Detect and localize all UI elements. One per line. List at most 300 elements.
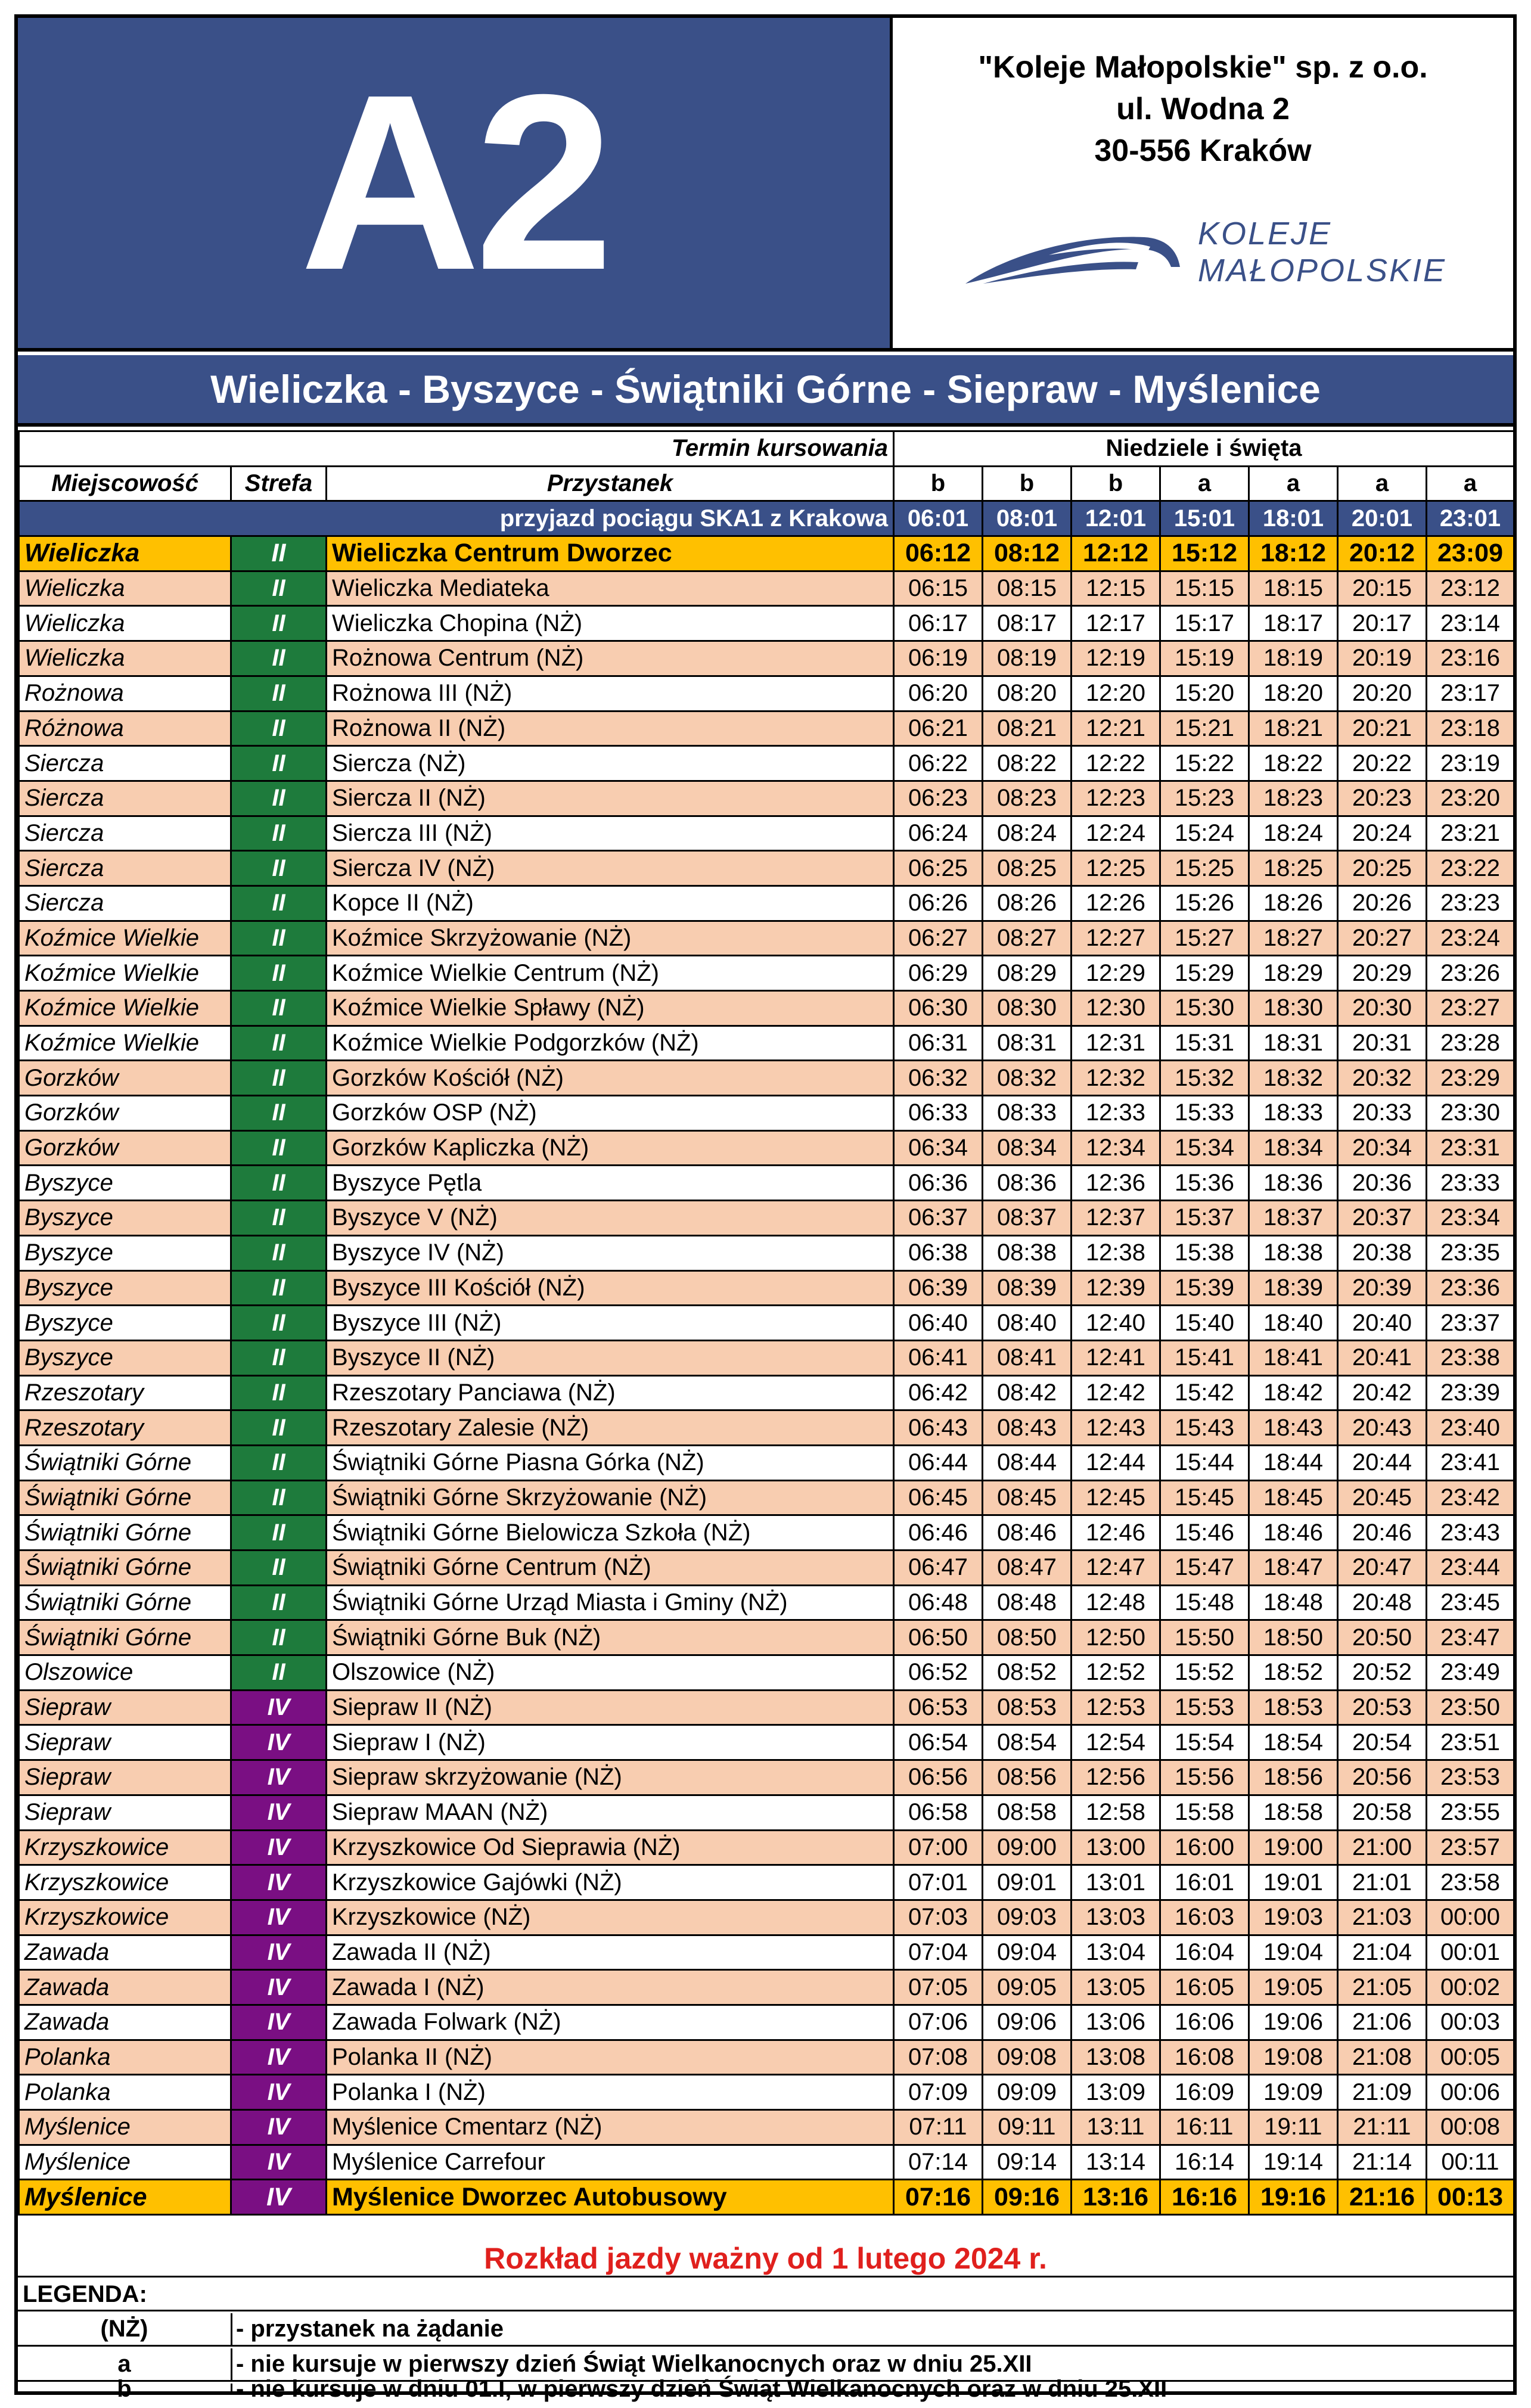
time-cell: 09:16 — [983, 2180, 1072, 2215]
town-cell: Rzeszotary — [19, 1375, 231, 1410]
zone-cell: II — [231, 1306, 327, 1341]
time-cell: 18:26 — [1249, 885, 1338, 921]
time-cell: 07:05 — [894, 1970, 983, 2005]
legend-item — [18, 2376, 1513, 2402]
time-cell: 19:03 — [1249, 1900, 1338, 1935]
zone-cell: II — [231, 851, 327, 886]
time-cell: 20:37 — [1338, 1201, 1427, 1236]
time-cell: 16:16 — [1160, 2180, 1249, 2215]
time-cell: 18:34 — [1249, 1130, 1338, 1166]
time-cell: 20:19 — [1338, 641, 1427, 676]
time-cell: 09:04 — [983, 1935, 1072, 1970]
zone-cell: IV — [231, 2075, 327, 2110]
time-cell: 19:09 — [1249, 2075, 1338, 2110]
time-cell: 08:53 — [983, 1690, 1072, 1725]
time-cell: 12:21 — [1072, 711, 1160, 746]
zone-cell: II — [231, 1235, 327, 1270]
time-cell: 15:48 — [1160, 1585, 1249, 1620]
time-cell: 23:21 — [1427, 816, 1514, 851]
time-cell: 08:37 — [983, 1201, 1072, 1236]
zone-cell: II — [231, 1655, 327, 1691]
table-row — [19, 1551, 1514, 1586]
time-cell: 08:48 — [983, 1585, 1072, 1620]
time-cell: 06:21 — [894, 711, 983, 746]
time-cell: 23:34 — [1427, 1201, 1514, 1236]
time-cell: 06:27 — [894, 921, 983, 956]
table-row — [19, 711, 1514, 746]
time-cell: 21:08 — [1338, 2040, 1427, 2075]
koleje-malopolskie-logo — [959, 213, 1446, 291]
time-cell: 08:15 — [983, 571, 1072, 606]
legend-item — [18, 2313, 1513, 2347]
stop-cell: Olszowice (NŻ) — [327, 1655, 894, 1691]
time-cell: 21:03 — [1338, 1900, 1427, 1935]
time-cell: 08:54 — [983, 1725, 1072, 1760]
time-cell: 20:25 — [1338, 851, 1427, 886]
time-cell: 18:24 — [1249, 816, 1338, 851]
time-cell: 20:17 — [1338, 606, 1427, 641]
time-cell: 15:52 — [1160, 1655, 1249, 1691]
time-cell: 15:24 — [1160, 816, 1249, 851]
stop-cell: Polanka I (NŻ) — [327, 2075, 894, 2110]
zone-cell: II — [231, 1340, 327, 1375]
stop-cell: Siercza IV (NŻ) — [327, 851, 894, 886]
time-cell: 23:50 — [1427, 1690, 1514, 1725]
time-cell: 08:32 — [983, 1061, 1072, 1096]
zone-cell: II — [231, 676, 327, 711]
stop-cell: Rzeszotary Zalesie (NŻ) — [327, 1410, 894, 1446]
town-cell: Byszyce — [19, 1340, 231, 1375]
time-cell: 19:11 — [1249, 2110, 1338, 2145]
time-cell: 18:52 — [1249, 1655, 1338, 1691]
stop-cell: Koźmice Skrzyżowanie (NŻ) — [327, 921, 894, 956]
table-row — [19, 1935, 1514, 1970]
time-cell: 15:19 — [1160, 641, 1249, 676]
table-row — [19, 781, 1514, 816]
stop-cell: Siercza (NŻ) — [327, 746, 894, 781]
time-cell: 13:14 — [1072, 2145, 1160, 2180]
time-cell: 08:12 — [983, 536, 1072, 571]
time-cell: 15:34 — [1160, 1130, 1249, 1166]
time-cell: 21:06 — [1338, 2005, 1427, 2040]
time-cell: 06:30 — [894, 991, 983, 1026]
town-cell: Świątniki Górne — [19, 1480, 231, 1515]
time-cell: 18:48 — [1249, 1585, 1338, 1620]
time-cell: 23:29 — [1427, 1061, 1514, 1096]
time-cell: 06:40 — [894, 1306, 983, 1341]
zone-cell: II — [231, 711, 327, 746]
time-cell: 08:36 — [983, 1166, 1072, 1201]
time-cell: 19:00 — [1249, 1830, 1338, 1865]
time-cell: 13:08 — [1072, 2040, 1160, 2075]
time-cell: 12:41 — [1072, 1340, 1160, 1375]
time-cell: 07:09 — [894, 2075, 983, 2110]
time-cell: 18:47 — [1249, 1551, 1338, 1586]
time-cell: 15:56 — [1160, 1760, 1249, 1795]
stop-cell: Gorzków Kościół (NŻ) — [327, 1061, 894, 1096]
zone-cell: II — [231, 1201, 327, 1236]
day-type: Niedziele i święta — [894, 431, 1514, 467]
time-cell: 16:11 — [1160, 2110, 1249, 2145]
stop-cell: Świątniki Górne Urząd Miasta i Gminy (NŻ) — [327, 1585, 894, 1620]
time-cell: 15:42 — [1160, 1375, 1249, 1410]
town-cell: Krzyszkowice — [19, 1900, 231, 1935]
time-cell: 15:15 — [1160, 571, 1249, 606]
time-cell: 20:58 — [1338, 1795, 1427, 1830]
time-cell: 09:11 — [983, 2110, 1072, 2145]
town-cell: Byszyce — [19, 1270, 231, 1306]
time-cell: 00:08 — [1427, 2110, 1514, 2145]
zone-cell: II — [231, 1515, 327, 1551]
table-row — [19, 1585, 1514, 1620]
town-cell: Koźmice Wielkie — [19, 991, 231, 1026]
town-cell: Wieliczka — [19, 606, 231, 641]
time-cell: 06:50 — [894, 1620, 983, 1655]
zone-cell: II — [231, 781, 327, 816]
time-cell: 06:19 — [894, 641, 983, 676]
time-cell: 15:53 — [1160, 1690, 1249, 1725]
table-row — [19, 956, 1514, 991]
time-cell: 08:17 — [983, 606, 1072, 641]
stop-cell: Koźmice Wielkie Podgorzków (NŻ) — [327, 1026, 894, 1061]
time-cell: 06:52 — [894, 1655, 983, 1691]
stop-cell: Wieliczka Centrum Dworzec — [327, 536, 894, 571]
town-cell: Myślenice — [19, 2180, 231, 2215]
zone-cell: II — [231, 746, 327, 781]
time-cell: 00:00 — [1427, 1900, 1514, 1935]
col-zone-header: Strefa — [231, 466, 327, 501]
stop-cell: Zawada Folwark (NŻ) — [327, 2005, 894, 2040]
time-cell: 08:38 — [983, 1235, 1072, 1270]
town-cell: Siepraw — [19, 1760, 231, 1795]
time-cell: 15:40 — [1160, 1306, 1249, 1341]
time-cell: 12:43 — [1072, 1410, 1160, 1446]
town-cell: Siercza — [19, 781, 231, 816]
time-cell: 20:46 — [1338, 1515, 1427, 1551]
stop-cell: Byszyce V (NŻ) — [327, 1201, 894, 1236]
time-cell: 20:12 — [1338, 536, 1427, 571]
time-cell: 08:41 — [983, 1340, 1072, 1375]
time-cell: 20:42 — [1338, 1375, 1427, 1410]
zone-cell: II — [231, 921, 327, 956]
time-cell: 20:40 — [1338, 1306, 1427, 1341]
time-cell: 18:22 — [1249, 746, 1338, 781]
company-street: ul. Wodna 2 — [1116, 92, 1290, 126]
time-cell: 23:43 — [1427, 1515, 1514, 1551]
time-cell: 08:27 — [983, 921, 1072, 956]
town-cell: Świątniki Górne — [19, 1445, 231, 1480]
town-cell: Byszyce — [19, 1201, 231, 1236]
time-cell: 15:39 — [1160, 1270, 1249, 1306]
time-cell: 18:44 — [1249, 1445, 1338, 1480]
table-row — [19, 1620, 1514, 1655]
time-cell: 15:26 — [1160, 885, 1249, 921]
town-cell: Koźmice Wielkie — [19, 1026, 231, 1061]
town-cell: Siercza — [19, 851, 231, 886]
town-cell: Byszyce — [19, 1166, 231, 1201]
time-cell: 19:16 — [1249, 2180, 1338, 2215]
time-cell: 19:05 — [1249, 1970, 1338, 2005]
time-cell: 06:12 — [894, 536, 983, 571]
time-cell: 15:20 — [1160, 676, 1249, 711]
table-row — [19, 1061, 1514, 1096]
time-cell: 08:45 — [983, 1480, 1072, 1515]
time-cell: 15:38 — [1160, 1235, 1249, 1270]
time-cell: 18:32 — [1249, 1061, 1338, 1096]
time-cell: 18:46 — [1249, 1515, 1338, 1551]
time-cell: 15:58 — [1160, 1795, 1249, 1830]
time-cell: 16:00 — [1160, 1830, 1249, 1865]
zone-cell: II — [231, 956, 327, 991]
time-cell: 15:17 — [1160, 606, 1249, 641]
table-row — [19, 2005, 1514, 2040]
time-cell: 20:45 — [1338, 1480, 1427, 1515]
time-cell: 08:39 — [983, 1270, 1072, 1306]
table-row — [19, 1445, 1514, 1480]
table-row — [19, 2180, 1514, 2215]
zone-cell: IV — [231, 2005, 327, 2040]
table-row — [19, 1515, 1514, 1551]
time-cell: 09:01 — [983, 1865, 1072, 1900]
course-code: a — [1249, 466, 1338, 501]
time-cell: 18:29 — [1249, 956, 1338, 991]
table-row — [19, 1026, 1514, 1061]
time-cell: 12:20 — [1072, 676, 1160, 711]
train-connection-row — [19, 501, 1514, 536]
table-row — [19, 1130, 1514, 1166]
time-cell: 20:54 — [1338, 1725, 1427, 1760]
zone-cell: II — [231, 1061, 327, 1096]
town-cell: Myślenice — [19, 2145, 231, 2180]
zone-cell: II — [231, 1551, 327, 1586]
time-cell: 12:45 — [1072, 1480, 1160, 1515]
time-cell: 23:45 — [1427, 1585, 1514, 1620]
time-cell: 09:08 — [983, 2040, 1072, 2075]
time-cell: 08:24 — [983, 816, 1072, 851]
time-cell: 07:08 — [894, 2040, 983, 2075]
stop-cell: Gorzków OSP (NŻ) — [327, 1096, 894, 1131]
time-cell: 18:39 — [1249, 1270, 1338, 1306]
zone-cell: II — [231, 536, 327, 571]
town-cell: Gorzków — [19, 1096, 231, 1131]
town-cell: Byszyce — [19, 1306, 231, 1341]
zone-cell: IV — [231, 1795, 327, 1830]
zone-cell: IV — [231, 2040, 327, 2075]
time-cell: 23:22 — [1427, 851, 1514, 886]
time-cell: 12:37 — [1072, 1201, 1160, 1236]
zone-cell: IV — [231, 2145, 327, 2180]
stop-cell: Byszyce II (NŻ) — [327, 1340, 894, 1375]
stop-cell: Rożnowa II (NŻ) — [327, 711, 894, 746]
time-cell: 06:31 — [894, 1026, 983, 1061]
header — [18, 18, 1513, 352]
time-cell: 20:48 — [1338, 1585, 1427, 1620]
table-row — [19, 1235, 1514, 1270]
time-cell: 21:04 — [1338, 1935, 1427, 1970]
time-cell: 12:39 — [1072, 1270, 1160, 1306]
time-cell: 20:24 — [1338, 816, 1427, 851]
time-cell: 19:01 — [1249, 1865, 1338, 1900]
stop-cell: Siepraw II (NŻ) — [327, 1690, 894, 1725]
table-row — [19, 921, 1514, 956]
time-cell: 12:24 — [1072, 816, 1160, 851]
time-cell: 15:36 — [1160, 1166, 1249, 1201]
time-cell: 08:19 — [983, 641, 1072, 676]
col-town-header: Miejscowość — [19, 466, 231, 501]
stop-cell: Koźmice Wielkie Centrum (NŻ) — [327, 956, 894, 991]
time-cell: 06:20 — [894, 676, 983, 711]
time-cell: 06:33 — [894, 1096, 983, 1131]
time-cell: 18:58 — [1249, 1795, 1338, 1830]
time-cell: 12:50 — [1072, 1620, 1160, 1655]
time-cell: 12:30 — [1072, 991, 1160, 1026]
legend-desc: - nie kursuje w dniu 01.I, w pierwszy dzień Świąt Wielkanocnych oraz w dniu 25.XII — [236, 2376, 1167, 2402]
stop-cell: Świątniki Górne Skrzyżowanie (NŻ) — [327, 1480, 894, 1515]
time-cell: 21:00 — [1338, 1830, 1427, 1865]
time-cell: 06:34 — [894, 1130, 983, 1166]
time-cell: 00:01 — [1427, 1935, 1514, 1970]
time-cell: 23:35 — [1427, 1235, 1514, 1270]
stop-cell: Myślenice Cmentarz (NŻ) — [327, 2110, 894, 2145]
time-cell: 18:15 — [1249, 571, 1338, 606]
time-cell: 23:44 — [1427, 1551, 1514, 1586]
time-cell: 23:20 — [1427, 781, 1514, 816]
connection-time: 20:01 — [1338, 501, 1427, 536]
table-row — [19, 1096, 1514, 1131]
time-cell: 23:18 — [1427, 711, 1514, 746]
time-cell: 23:37 — [1427, 1306, 1514, 1341]
town-cell: Siepraw — [19, 1795, 231, 1830]
table-row — [19, 851, 1514, 886]
stop-cell: Świątniki Górne Bielowicza Szkoła (NŻ) — [327, 1515, 894, 1551]
time-cell: 13:09 — [1072, 2075, 1160, 2110]
town-cell: Rożnowa — [19, 676, 231, 711]
connection-time: 23:01 — [1427, 501, 1514, 536]
time-cell: 23:40 — [1427, 1410, 1514, 1446]
time-cell: 13:03 — [1072, 1900, 1160, 1935]
time-cell: 08:25 — [983, 851, 1072, 886]
time-cell: 08:52 — [983, 1655, 1072, 1691]
stop-cell: Rożnowa III (NŻ) — [327, 676, 894, 711]
time-cell: 23:53 — [1427, 1760, 1514, 1795]
zone-cell: IV — [231, 1725, 327, 1760]
time-cell: 09:03 — [983, 1900, 1072, 1935]
course-code: a — [1427, 466, 1514, 501]
time-cell: 15:44 — [1160, 1445, 1249, 1480]
time-cell: 00:03 — [1427, 2005, 1514, 2040]
time-cell: 08:23 — [983, 781, 1072, 816]
stop-cell: Gorzków Kapliczka (NŻ) — [327, 1130, 894, 1166]
time-cell: 21:05 — [1338, 1970, 1427, 2005]
legend-key: (NŻ) — [18, 2313, 232, 2345]
time-cell: 18:31 — [1249, 1026, 1338, 1061]
town-cell: Siepraw — [19, 1690, 231, 1725]
time-cell: 16:14 — [1160, 2145, 1249, 2180]
time-cell: 20:47 — [1338, 1551, 1427, 1586]
table-row — [19, 991, 1514, 1026]
time-cell: 20:21 — [1338, 711, 1427, 746]
table-row — [19, 641, 1514, 676]
time-cell: 18:25 — [1249, 851, 1338, 886]
time-cell: 06:25 — [894, 851, 983, 886]
stop-cell: Krzyszkowice Od Sieprawia (NŻ) — [327, 1830, 894, 1865]
town-cell: Rzeszotary — [19, 1410, 231, 1446]
time-cell: 23:36 — [1427, 1270, 1514, 1306]
town-cell: Świątniki Górne — [19, 1620, 231, 1655]
table-row — [19, 1795, 1514, 1830]
time-cell: 23:12 — [1427, 571, 1514, 606]
time-cell: 12:25 — [1072, 851, 1160, 886]
time-cell: 12:58 — [1072, 1795, 1160, 1830]
zone-cell: II — [231, 991, 327, 1026]
connection-time: 12:01 — [1072, 501, 1160, 536]
time-cell: 08:20 — [983, 676, 1072, 711]
zone-cell: II — [231, 571, 327, 606]
town-cell: Koźmice Wielkie — [19, 956, 231, 991]
town-cell: Koźmice Wielkie — [19, 921, 231, 956]
time-cell: 06:17 — [894, 606, 983, 641]
time-cell: 09:14 — [983, 2145, 1072, 2180]
town-cell: Zawada — [19, 2005, 231, 2040]
time-cell: 15:31 — [1160, 1026, 1249, 1061]
legend-key: b — [18, 2384, 232, 2395]
time-cell: 20:26 — [1338, 885, 1427, 921]
time-cell: 07:14 — [894, 2145, 983, 2180]
town-cell: Siepraw — [19, 1725, 231, 1760]
time-cell: 20:36 — [1338, 1166, 1427, 1201]
time-cell: 12:40 — [1072, 1306, 1160, 1341]
time-cell: 20:22 — [1338, 746, 1427, 781]
time-cell: 06:38 — [894, 1235, 983, 1270]
zone-cell: IV — [231, 1935, 327, 1970]
zone-cell: IV — [231, 1970, 327, 2005]
time-cell: 06:53 — [894, 1690, 983, 1725]
time-cell: 18:38 — [1249, 1235, 1338, 1270]
time-cell: 23:47 — [1427, 1620, 1514, 1655]
time-cell: 06:15 — [894, 571, 983, 606]
time-cell: 15:33 — [1160, 1096, 1249, 1131]
time-cell: 00:02 — [1427, 1970, 1514, 2005]
time-cell: 20:38 — [1338, 1235, 1427, 1270]
time-cell: 06:54 — [894, 1725, 983, 1760]
table-row — [19, 1655, 1514, 1691]
time-cell: 12:54 — [1072, 1725, 1160, 1760]
time-cell: 08:47 — [983, 1551, 1072, 1586]
time-cell: 15:27 — [1160, 921, 1249, 956]
time-cell: 06:22 — [894, 746, 983, 781]
town-cell: Różnowa — [19, 711, 231, 746]
town-cell: Myślenice — [19, 2110, 231, 2145]
table-row — [19, 1900, 1514, 1935]
stop-cell: Koźmice Wielkie Spławy (NŻ) — [327, 991, 894, 1026]
time-cell: 16:01 — [1160, 1865, 1249, 1900]
time-cell: 21:16 — [1338, 2180, 1427, 2215]
legend-title: LEGENDA: — [18, 2279, 1513, 2311]
time-cell: 20:29 — [1338, 956, 1427, 991]
time-cell: 07:11 — [894, 2110, 983, 2145]
company-name: "Koleje Małopolskie" sp. z o.o. — [978, 50, 1428, 85]
town-cell: Krzyszkowice — [19, 1865, 231, 1900]
time-cell: 13:06 — [1072, 2005, 1160, 2040]
table-row — [19, 2110, 1514, 2145]
time-cell: 06:56 — [894, 1760, 983, 1795]
time-cell: 08:33 — [983, 1096, 1072, 1131]
stop-cell: Siercza II (NŻ) — [327, 781, 894, 816]
town-cell: Zawada — [19, 1970, 231, 2005]
time-cell: 12:17 — [1072, 606, 1160, 641]
table-row — [19, 1760, 1514, 1795]
time-cell: 09:06 — [983, 2005, 1072, 2040]
